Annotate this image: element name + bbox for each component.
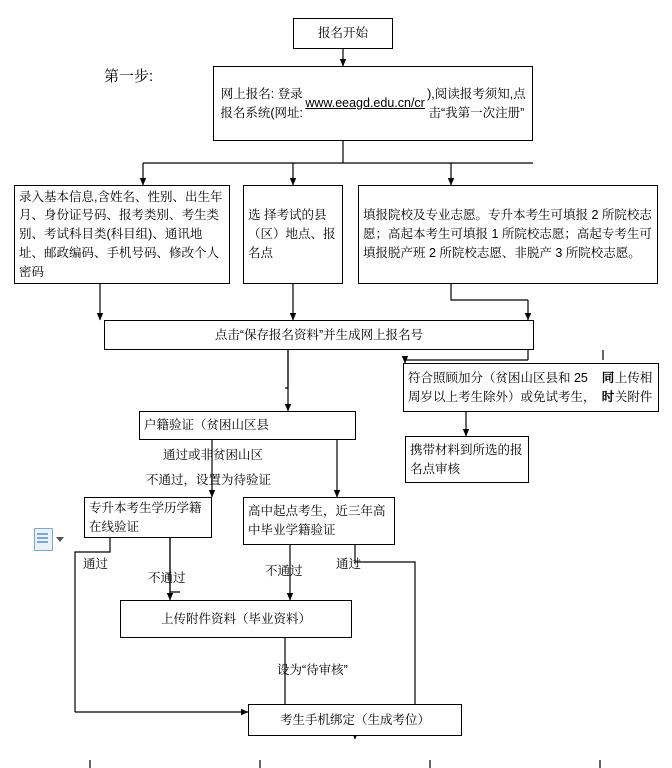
node-zsb-verify: 专升本考生学历学籍在线验证 (84, 497, 212, 538)
node-save-registration: 点击“保存报名资料”并生成网上报名号 (104, 320, 534, 350)
edge-label-fail-right: 不通过 (265, 564, 303, 578)
node-upload-attachment: 上传附件资料（毕业资料） (120, 600, 352, 638)
edge-label-pass-or-non-poor: 通过或非贫困山区 (163, 448, 264, 462)
edge-label-fail-left: 不通过 (148, 571, 186, 585)
node-basic-info: 录入基本信息,含姓名、性别、出生年月、身份证号码、报考类别、考生类别、考试科目类(科目组)、通讯地址、邮政编码、手机号码、修改个人密码 (14, 185, 230, 284)
node-online-registration: 网上报名: 登录报名系统(网址: www.eeagd.edu.cn/cr ),阅读报考须知,点击“我第一次注册” (213, 66, 533, 141)
node-gqd-verify: 高中起点考生，近三年高中毕业学籍验证 (243, 497, 395, 545)
node-choose-exam-site: 选 择考试的县（区）地点、报名点 (243, 185, 343, 284)
node-start: 报名开始 (293, 18, 393, 49)
edge-label-set-pending: 设为“待审核” (277, 663, 348, 677)
node-bonus-points: 符合照顾加分（贫困山区县和 25 周岁以上考生除外）或免试考生， 同时 上传相关附件 (403, 363, 659, 412)
edge-label-fail-set-pending: 不通过，设置为待验证 (146, 473, 272, 487)
node-bring-materials: 携带材料到所选的报名点审核 (405, 436, 529, 483)
node-hukou-verify: 户籍验证（贫困山区县 (139, 411, 356, 440)
edge-label-pass-left: 通过 (83, 557, 109, 571)
edge-label-pass-right: 通过 (336, 557, 362, 571)
step-one-label: 第一步: (104, 68, 154, 85)
node-fill-school-major: 填报院校及专业志愿。专升本考生可填报 2 所院校志愿；高起本考生可填报 1 所院校志愿；高起专考生可填报脱产班 2 所院校志愿、非脱产 3 所院校志愿。 (358, 185, 658, 284)
document-icon (34, 528, 64, 552)
node-bind-phone: 考生手机绑定（生成考位） (248, 704, 462, 736)
